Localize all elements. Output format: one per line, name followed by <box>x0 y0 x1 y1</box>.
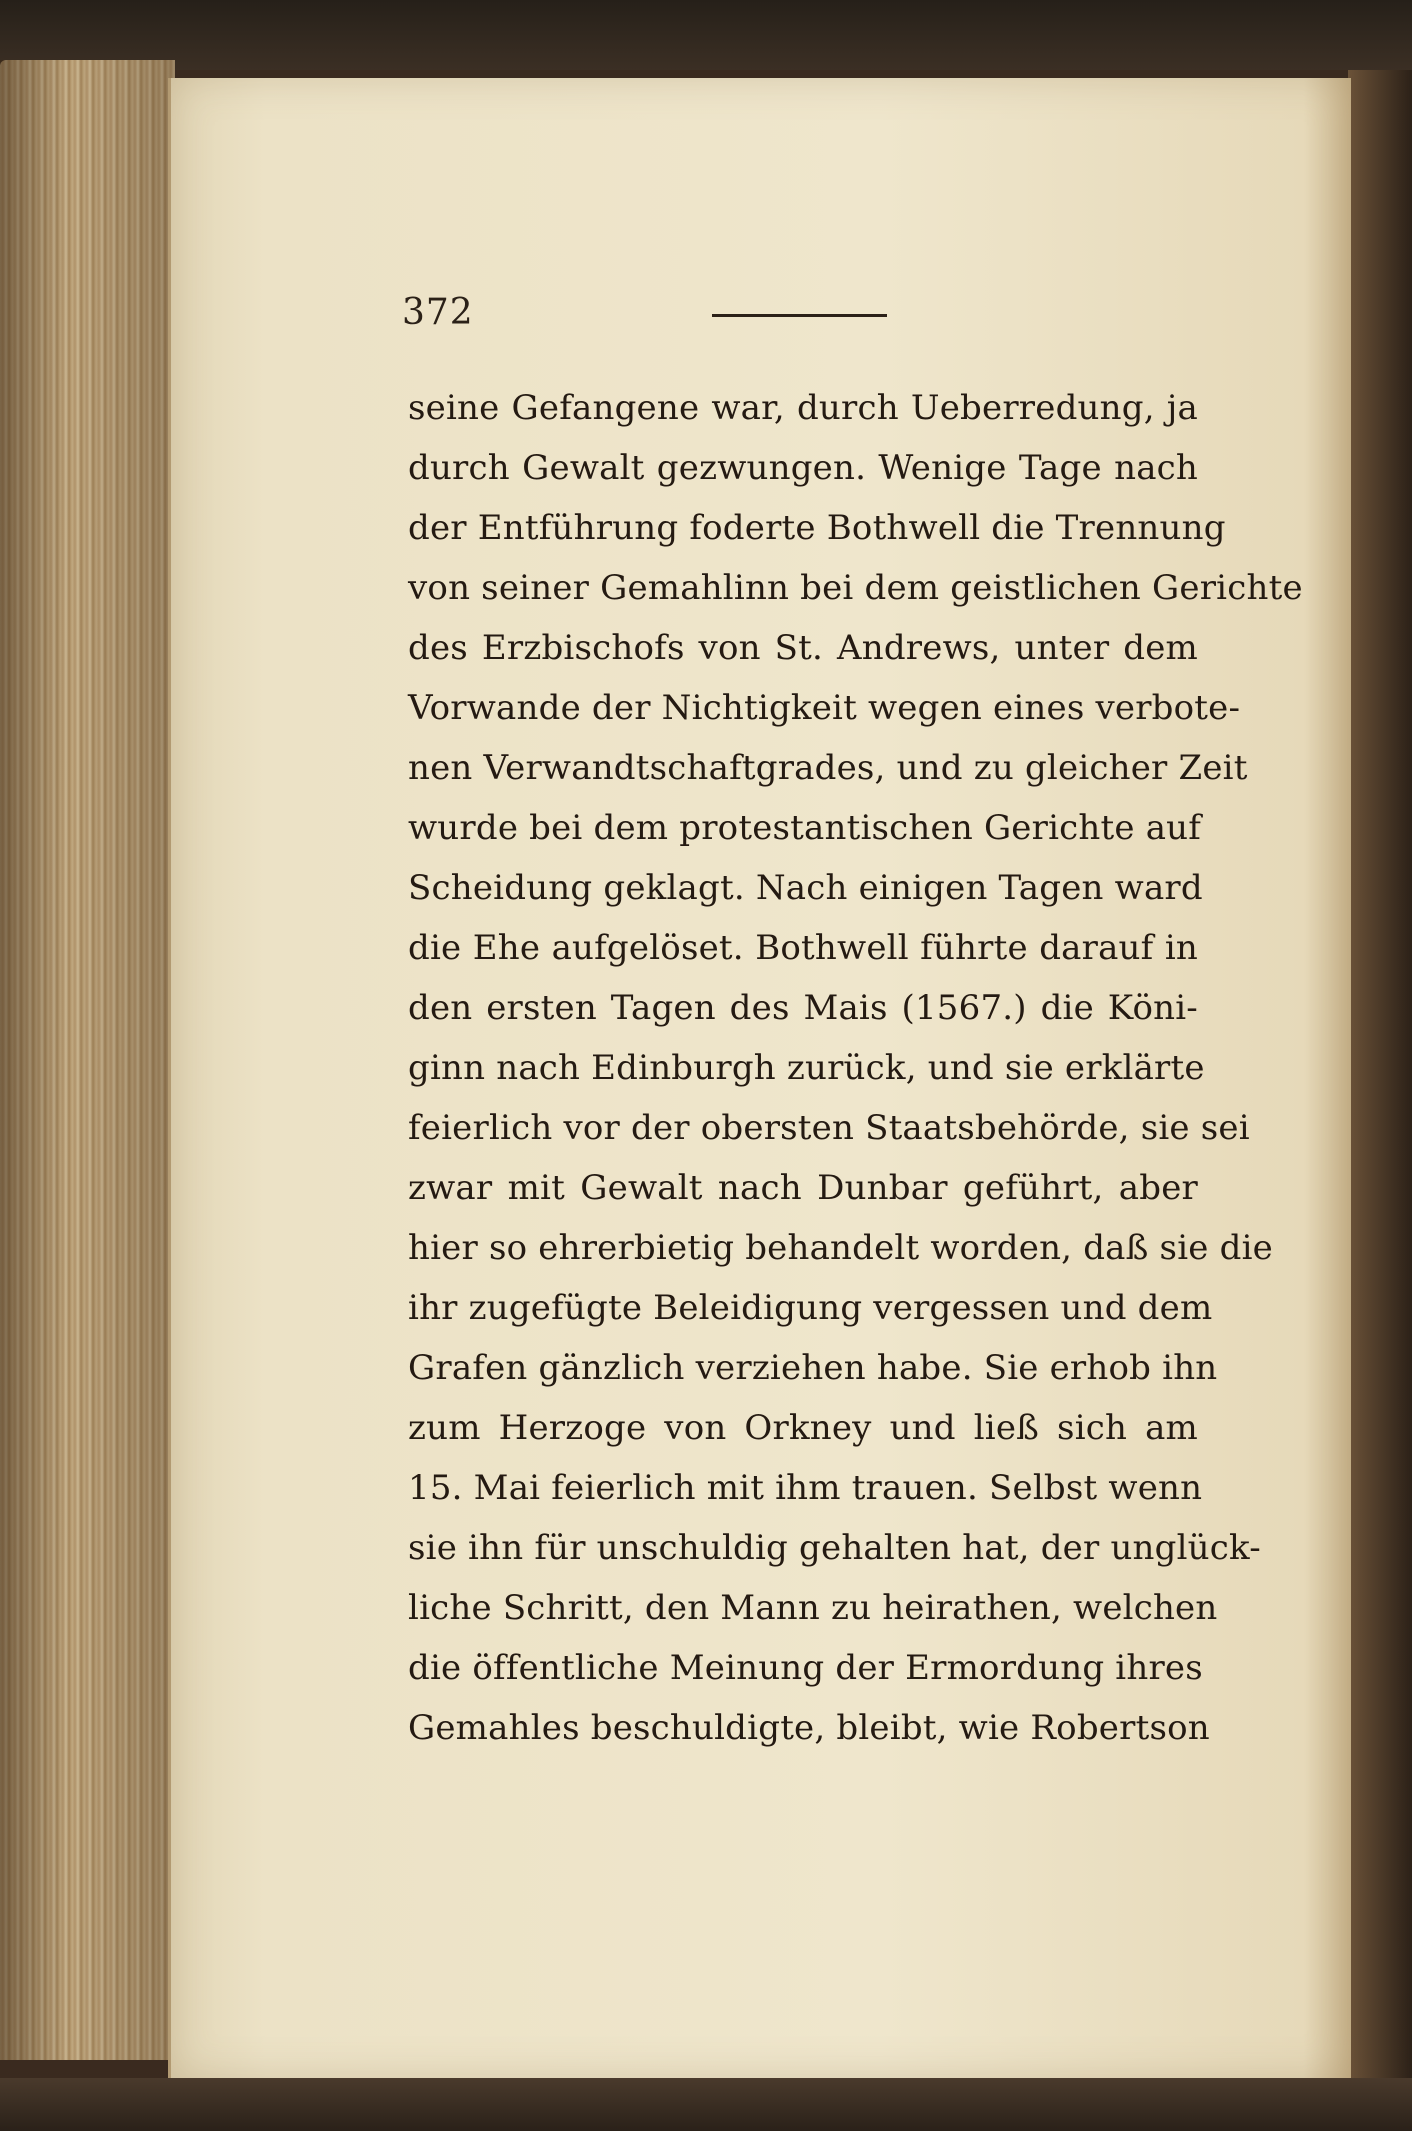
text-line: Scheidung geklagt. Nach einigen Tagen ward <box>408 868 1203 908</box>
text-line: liche Schritt, den Mann zu heirathen, welchen <box>408 1588 1218 1628</box>
header-rule <box>712 314 887 317</box>
text-line: Vorwande der Nichtigkeit wegen eines verbote- <box>408 688 1241 728</box>
page-number: 372 <box>402 292 474 333</box>
text-line: Grafen gänzlich verziehen habe. Sie erhob ihn <box>408 1348 1218 1388</box>
text-line: wurde bei dem protestantischen Gerichte auf <box>408 808 1202 848</box>
text-line: zwar mit Gewalt nach Dunbar geführt, aber <box>408 1168 1198 1208</box>
text-line: zum Herzoge von Orkney und ließ sich am <box>408 1408 1198 1448</box>
text-line: sie ihn für unschuldig gehalten hat, der unglück- <box>408 1528 1261 1568</box>
page-edges-shadow <box>0 60 175 2060</box>
book-top-edge <box>0 0 1412 70</box>
text-line: die Ehe aufgelöset. Bothwell führte darauf in <box>408 928 1198 968</box>
book-bottom-edge <box>0 2078 1412 2131</box>
text-line: feierlich vor der obersten Staatsbehörde, sie sei <box>408 1108 1250 1148</box>
page-header <box>402 292 1202 342</box>
text-line: Gemahles beschuldigte, bleibt, wie Robertson <box>408 1708 1210 1748</box>
text-line: durch Gewalt gezwungen. Wenige Tage nach <box>408 448 1198 488</box>
text-line: 15. Mai feierlich mit ihm trauen. Selbst wenn <box>408 1468 1203 1508</box>
text-line: von seiner Gemahlinn bei dem geistlichen Gerichte <box>408 568 1303 608</box>
text-line: nen Verwandtschaftgrades, und zu gleicher Zeit <box>408 748 1248 788</box>
book-right-edge <box>1348 70 1412 2080</box>
text-line: ihr zugefügte Beleidigung vergessen und dem <box>408 1288 1213 1328</box>
text-line: die öffentliche Meinung der Ermordung ihres <box>408 1648 1203 1688</box>
text-line: der Entführung foderte Bothwell die Trennung <box>408 508 1226 548</box>
text-line: den ersten Tagen des Mais (1567.) die Köni- <box>408 988 1198 1028</box>
text-line: hier so ehrerbietig behandelt worden, daß sie die <box>408 1228 1273 1268</box>
text-line: des Erzbischofs von St. Andrews, unter dem <box>408 628 1198 668</box>
text-line: seine Gefangene war, durch Ueberredung, ja <box>408 388 1198 428</box>
body-text <box>408 378 1303 1758</box>
text-line: ginn nach Edinburgh zurück, und sie erklärte <box>408 1048 1205 1088</box>
